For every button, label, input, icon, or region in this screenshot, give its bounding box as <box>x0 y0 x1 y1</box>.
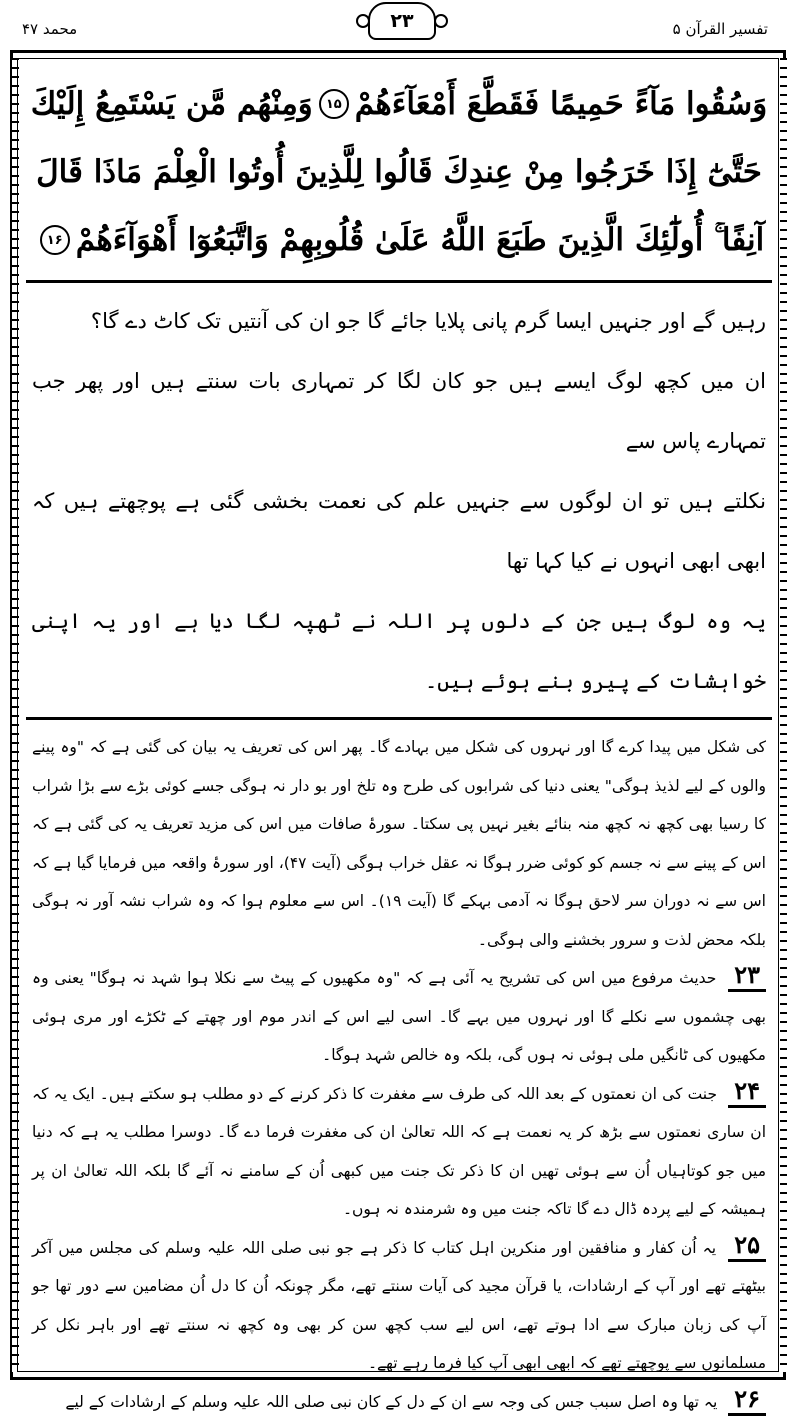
page-content <box>26 70 772 1366</box>
footnotes <box>26 728 772 1421</box>
footnote <box>32 1229 766 1383</box>
footnote <box>32 728 766 959</box>
section-divider <box>26 280 772 283</box>
translation-line: رہیں گے اور جنہیں ایسا گرم پانی پلایا جائے گا جو ان کی آنتیں تک کاٹ دے گا؟ <box>32 291 766 351</box>
arabic-text: آنِفًا ۚ أُولَٰٓئِكَ الَّذِينَ طَبَعَ اللَّهُ عَلَىٰ قُلُوبِهِمْ وَاتَّبَعُوٓا أَهْوَآءَهُمْ <box>76 222 765 259</box>
page-number-badge <box>368 2 436 40</box>
urdu-translation <box>26 291 772 711</box>
footnote-text: یہ اُن کفار و منافقین اور منکرین اہل کتاب کا ذکر ہے جو نبی صلی اللہ علیہ وسلم کی مجلس میں آکر بیٹھتے تھے اور آپ کے ارشادات، یا قرآن مجید کی آیات سنتے تھے، مگر چونکہ اُن کا دل اُن مضامین سے دور تھا جو آپ کی زبان مبارک سے ادا ہوتے تھے، اس لیے سب کچھ سن کر بھی وہ کچھ نہ سنتے تھے اور باہر نکل کر مسلمانوں سے پوچھتے تھے کہ ابھی ابھی آپ کیا فرما رہے تھے۔ <box>32 1239 766 1373</box>
arabic-text: حَتَّىٰٓ إِذَا خَرَجُوا مِنْ عِندِكَ قَالُوا لِلَّذِينَ أُوتُوا الْعِلْمَ مَاذَا قَالَ <box>36 154 762 190</box>
arabic-verse-line <box>26 206 772 274</box>
footnote-text: حدیث مرفوع میں اس کی تشریح یہ آئی ہے کہ "وہ مکھیوں کے پیٹ سے نکلا ہوا شہد نہ ہوگا" یعنی وہ بھی چشموں سے نکلے گا اور نہروں میں بہے گا۔ اسی لیے اس کے اندر موم اور چھتے کے ٹکڑے اور مری ہوئی مکھیوں کی ٹانگیں ملی ہوئی نہ ہوں گی، بلکہ وہ خالص شہد ہوگا۔ <box>32 969 766 1064</box>
arabic-text: وَمِنْهُم مَّن يَسْتَمِعُ إِلَيْكَ <box>31 86 313 122</box>
arabic-verse-line <box>26 138 772 206</box>
footnote-number: ۲۵ <box>728 1231 766 1262</box>
footnote-number: ۲۳ <box>728 961 766 992</box>
frame-border-right <box>780 58 787 1372</box>
footnote <box>32 1075 766 1229</box>
footnote-number: ۲۴ <box>728 1077 766 1108</box>
footnote-text: جنت کی ان نعمتوں کے بعد اللہ کی طرف سے مغفرت کا ذکر کرنے کے دو مطلب ہو سکتے ہیں۔ ایک یہ کہ ان ساری نعمتوں سے بڑھ کر یہ نعمت ہے کہ اللہ تعالیٰ ان کی مغفرت فرما دے گا۔ دوسرا مطلب یہ ہے کہ دنیا میں جو کوتاہیاں اُن سے ہوئی تھیں ان کا ذکر تک جنت میں کبھی اُن کے سامنے نہ آئے گا بلکہ اللہ تعالیٰ ان پر ہمیشہ کے لیے پردہ ڈال دے گا تاکہ جنت میں وہ شرمندہ نہ ہوں۔ <box>32 1085 766 1219</box>
footnote-number: ۲۶ <box>728 1385 766 1416</box>
footnote <box>32 959 766 1075</box>
page-number: ۲۳ <box>390 10 413 32</box>
ayah-number-marker: ۱۵ <box>319 89 349 119</box>
translation-line: نکلتے ہیں تو ان لوگوں سے جنہیں علم کی نعمت بخشی گئی ہے پوچھتے ہیں کہ ابھی ابھی انہوں نے کیا کہا تھا <box>32 471 766 591</box>
section-divider <box>26 717 772 720</box>
ayah-number-marker: ۱۶ <box>40 225 70 255</box>
arabic-verse-line <box>26 70 772 138</box>
footnote <box>32 1383 766 1421</box>
translation-line: ان میں کچھ لوگ ایسے ہیں جو کان لگا کر تمہاری بات سنتے ہیں اور پھر جب تمہارے پاس سے <box>32 351 766 471</box>
translation-line: یہ وہ لوگ ہیں جن کے دلوں پر اللہ نے ٹھپہ لگا دیا ہے اور یہ اپنی خواہشات کے پیرو بنے ہوئے ہیں۔ <box>32 591 766 711</box>
surah-name: محمد ۴۷ <box>22 20 77 38</box>
arabic-text: وَسُقُوا مَآءً حَمِيمًا فَقَطَّعَ أَمْعَآءَهُمْ <box>355 86 767 122</box>
footnote-text: کی شکل میں پیدا کرے گا اور نہروں کی شکل میں بہادے گا۔ پھر اس کی تعریف یہ بیان کی گئی ہے کہ "وہ پینے والوں کے لیے لذیذ ہوگی" یعنی دنیا کی شرابوں کی طرح وہ تلخ اور بو دار نہ ہوگی جسے کوئی بڑے سے بڑا شراب کا رسیا بھی کچھ نہ کچھ منہ بنائے بغیر نہیں پی سکتا۔ سورۂ صافات میں اس کی مزید تعریف یہ کی گئی ہے کہ اس کے پینے سے نہ جسم کو کوئی ضرر ہوگا نہ عقل خراب ہوگی (آیت ۴۷)، اور سورۂ واقعہ میں فرمایا گیا ہے کہ اس سے نہ دوران سر لاحق ہوگا نہ آدمی بہکے گا (آیت ۱۹)۔ اس سے معلوم ہوا کہ وہ شراب نشہ آور نہ ہوگی بلکہ محض لذت و سرور بخشنے والی ہوگی۔ <box>32 738 766 949</box>
book-title: تفسیر القرآن ۵ <box>673 20 768 38</box>
page-header <box>0 0 800 50</box>
footnote-text: یہ تھا وہ اصل سبب جس کی وجہ سے ان کے دل کے کان نبی صلی اللہ علیہ وسلم کے ارشادات کے لیے <box>65 1393 717 1411</box>
